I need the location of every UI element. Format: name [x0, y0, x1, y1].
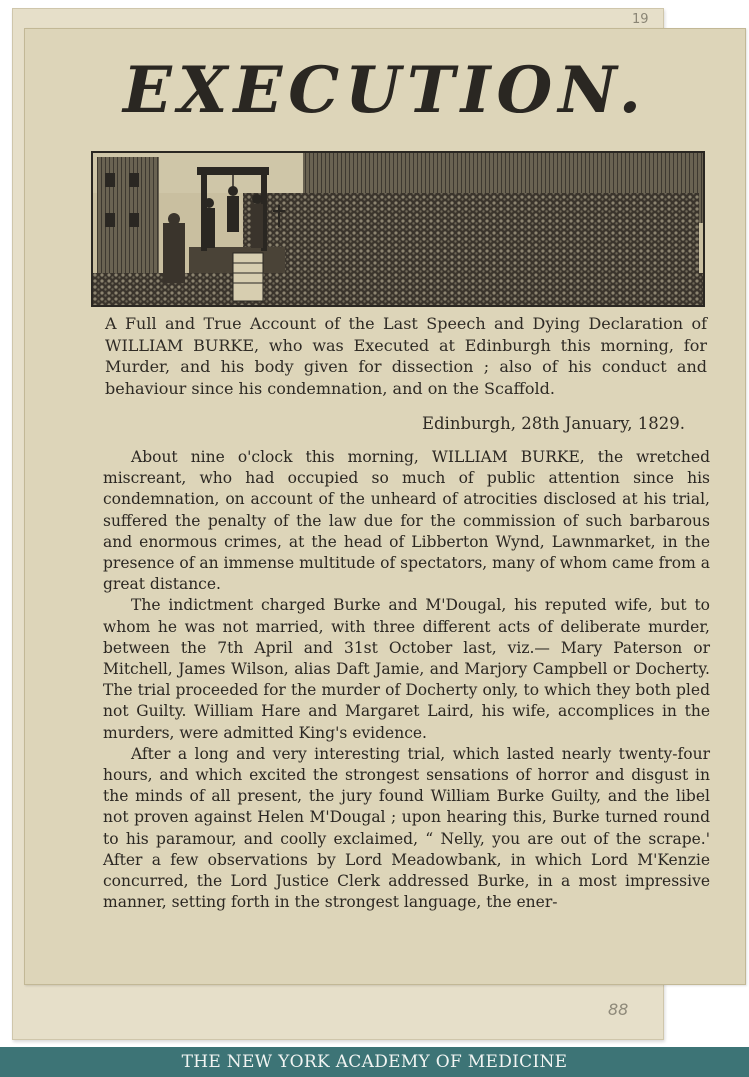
- woodcut-illustration: [91, 151, 705, 307]
- paragraph-1: About nine o'clock this morning, WILLIAM BURKE, the wretched miscreant, who had occupied so much of public attention since his condemnation, on account of the unheard of atrocities disclosed at his trial, suffered the penalty of the law due for the commission of such barbarous and enormous crimes, at the head of Libberton Wynd, Lawnmarket, in the presence of an immense multitude of spectators, many of whom came from a great distance.: [103, 448, 711, 594]
- execution-scene-woodcut: [93, 153, 703, 305]
- footer-credit-bar: THE NEW YORK ACADEMY OF MEDICINE: [0, 1047, 749, 1077]
- subtitle-account: A Full and True Account of the Last Speech and Dying Declaration of WILLIAM BURKE, who was Executed at Edinburgh this morning, for Murder, and his body given for dissection ; also of his conduct and behaviour since his condemnation, and on the Scaffold.: [105, 314, 707, 398]
- pencil-annotation-top: 19: [632, 12, 649, 27]
- pencil-annotation-bottom: 88: [608, 1000, 629, 1019]
- paragraph-3: After a long and very interesting trial, which lasted nearly twenty-four hours, and which excited the strongest sensations of horror and disgust in the minds of all present, the jury found William Burke Guilty, and the libel not proven against Helen M'Dougal ; upon hearing this, Burke turned round to his paramour, and coolly exclaimed, “ Nelly, you are out of the scrape.' After a few observations by Lord Meadowbank, in which Lord M'Kenzie concurred, the Lord Justice Clerk addressed Burke, in a most impressive manner, setting forth in the strongest language, the ener-: [103, 744, 710, 912]
- dateline: Edinburgh, 28th January, 1829.: [421, 414, 685, 433]
- headline: EXECUTION.: [123, 53, 647, 128]
- paragraph-2: The indictment charged Burke and M'Dougal, his reputed wife, but to whom he was not married, with three different acts of deliberate murder, between the 7th April and 31st October last, viz.— Mary Paterson or Mitchell, James Wilson, alias Daft Jamie, and Marjory Campbell or Docherty. The trial proceeded for the murder of Docherty only, to which they both pled not Guilty. William Hare and Margaret Laird, his wife, accomplices in the murders, were admitted King's evidence.: [103, 596, 710, 742]
- body-text: [103, 447, 710, 913]
- broadside-sheet: [24, 28, 746, 985]
